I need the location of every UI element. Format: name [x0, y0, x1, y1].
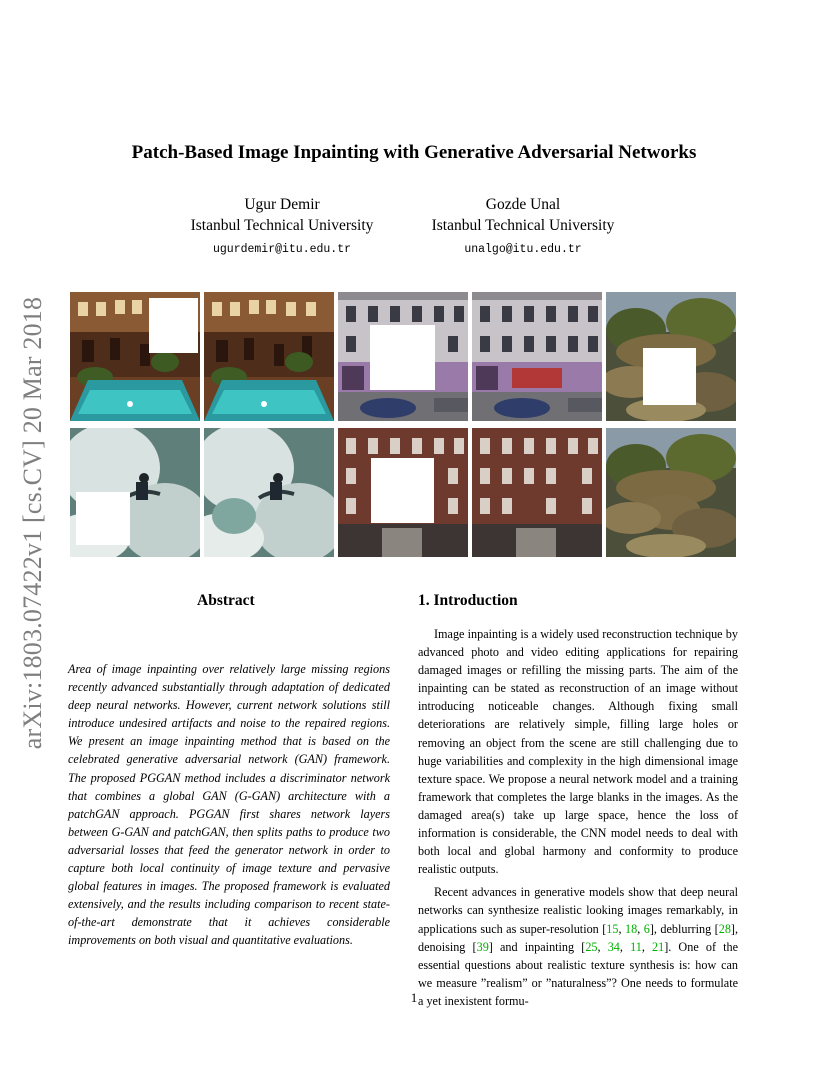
inpainting-mask	[371, 458, 434, 523]
introduction-body	[418, 625, 738, 1015]
surfer-restored-image	[204, 428, 334, 557]
white-building-masked-image	[338, 292, 468, 421]
citation-link[interactable]: 18	[625, 921, 638, 936]
author-affiliation: Istanbul Technical University	[190, 217, 374, 234]
author-name: Ugur Demir	[244, 196, 320, 213]
author-email: ugurdemir@itu.edu.tr	[212, 243, 352, 256]
author-block	[152, 194, 412, 260]
citation-link[interactable]: 25	[585, 939, 598, 954]
courtyard-restored-image	[204, 292, 334, 421]
citation-link[interactable]: 39	[476, 939, 489, 954]
inpainting-mask	[149, 298, 198, 353]
abstract-heading: Abstract	[197, 592, 255, 609]
rock-garden-masked-image	[606, 292, 736, 421]
author-affiliation: Istanbul Technical University	[431, 217, 615, 234]
courtyard-masked-image	[70, 292, 200, 421]
citation-link[interactable]: 6	[643, 921, 650, 936]
citation-link[interactable]: 28	[718, 921, 731, 936]
author-name: Gozde Unal	[485, 196, 561, 213]
author-email: unalgo@itu.edu.tr	[464, 243, 582, 256]
abstract-text: Area of image inpainting over relatively large missing regions recently advanced substantially through adaptation of dedicated deep neural networks. However, current network solutions still introduce undesired artifacts and noise to the repaired regions. We present an image inpainting method that is based on the celebrated generative adversarial network (GAN) framework. The proposed PGGAN method includes a discriminator network that combines a global GAN (G-GAN) architecture with a patchGAN approach. PGGAN first shares network layers between G-GAN and patchGAN, then splits paths to produce two adversarial losses that feed the generator network in order to capture both local continuity of image texture and pervasive global features in images. The proposed framework is evaluated extensively, and the results including comparison to recent state-of-the-art demonstrate that it achieves considerable improvements on both visual and quantitative evaluations.	[68, 662, 390, 948]
citation-link[interactable]: 11	[630, 939, 642, 954]
introduction-heading: 1. Introduction	[418, 592, 518, 609]
white-building-restored-image	[472, 292, 602, 421]
author-block	[393, 194, 653, 260]
citation-link[interactable]: 15	[606, 921, 619, 936]
teaser-figure	[70, 292, 736, 557]
surfer-masked-image	[70, 428, 200, 557]
citation-link[interactable]: 21	[652, 939, 665, 954]
brick-building-restored-image	[472, 428, 602, 557]
rock-garden-restored-image	[606, 428, 736, 557]
paper-title: Patch-Based Image Inpainting with Generative Adversarial Networks	[131, 142, 697, 163]
inpainting-mask	[76, 492, 130, 545]
intro-paragraph: Image inpainting is a widely used reconstruction technique by advanced photo and video editing applications for repairing damaged images or refilling the missing parts. The aim of the inpainting can be stated as reconstruction of an image without introducing noticeable changes. Although fixing small deteriorations are relatively simple, filling large holes or removing an object from the scene are still challenging due to huge variabilities and complexity in the high dimensional image texture space. We propose a neural network model and a training framework that completes the large blanks in the images. As the damaged area(s) take up large space, hence the loss of information is considerable, the CNN model needs to deal with both local and global harmony and conformity to produce realistic outputs.	[418, 627, 738, 877]
citation-link[interactable]: 34	[607, 939, 620, 954]
page-number: 1	[410, 990, 418, 1005]
inpainting-mask	[643, 348, 696, 405]
intro-paragraph: Recent advances in generative models show that deep neural networks can synthesize realistic looking images remarkably, in applications such as super-resolution [15, 18, 6], deblurring [28], denoising [39] and inpainting [25, 34, 11, 21]. One of the essential questions about realistic texture synthesis is: how can we measure ”realism” or ”naturalness”? One needs to formulate a yet inexistent formu-	[418, 885, 739, 1008]
arxiv-stamp: arXiv:1803.07422v1 [cs.CV] 20 Mar 2018	[18, 296, 47, 750]
inpainting-mask	[370, 325, 435, 390]
brick-building-masked-image	[338, 428, 468, 557]
